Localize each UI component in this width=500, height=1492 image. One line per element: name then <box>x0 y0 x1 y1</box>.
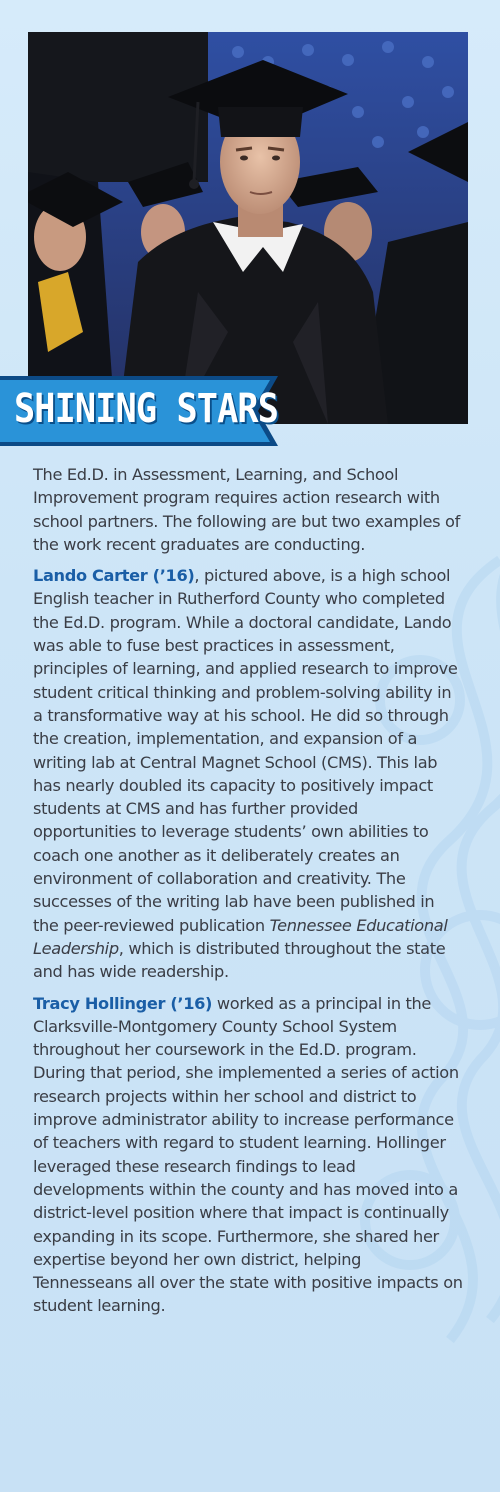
graduation-photo <box>28 32 468 424</box>
intro-paragraph: The Ed.D. in Assessment, Learning, and School Improvement program requires action research with school partners. The following are but two examples of the work recent graduates are conducting. <box>33 465 460 554</box>
profile-text: , pictured above, is a high school English teacher in Rutherford County who completed the Ed.D. program. While a doctoral candidate, Lando was able to fuse best practices in assessment, principles of learning, and applied research to improve student critical thinking and problem-solving ability in a transformative way at his school. He did so through the creation, implementation, and expansion of a writing lab at Central Magnet School (CMS). This lab has nearly doubled its capacity to positively impact students at CMS and has further provided opportunities to leverage students’ own abilities to coach one another as it deliberately creates an environment of collaboration and creativity. The successes of the writing lab have been published in the peer-reviewed publication <box>33 566 458 935</box>
profile-name: Lando Carter (’16) <box>33 566 195 586</box>
profile-paragraph <box>33 564 463 983</box>
article-body <box>33 463 463 1326</box>
publication-title: Tennessee Educational Leadership <box>33 915 448 958</box>
profile-text-end: , which is distributed throughout the state and has wide readership. <box>33 938 446 982</box>
banner-title: SHINING STARS <box>14 386 279 432</box>
profile-paragraph <box>33 992 463 1318</box>
profile-name: Tracy Hollinger (’16) <box>33 993 213 1013</box>
profile-text: worked as a principal in the Clarksville-Montgomery County School System throughout her coursework in the Ed.D. program. During that period, she implemented a series of action research projects within her school and district to improve administrator ability to increase performance of teachers with regard to student learning. Hollinger leveraged these research findings to lead developments within the county and has moved into a district-level position where that impact is continually expanding in its scope. Furthermore, she shared her expertise beyond her own district, helping Tennesseans all over the state with positive impacts on student learning. <box>33 993 463 1316</box>
